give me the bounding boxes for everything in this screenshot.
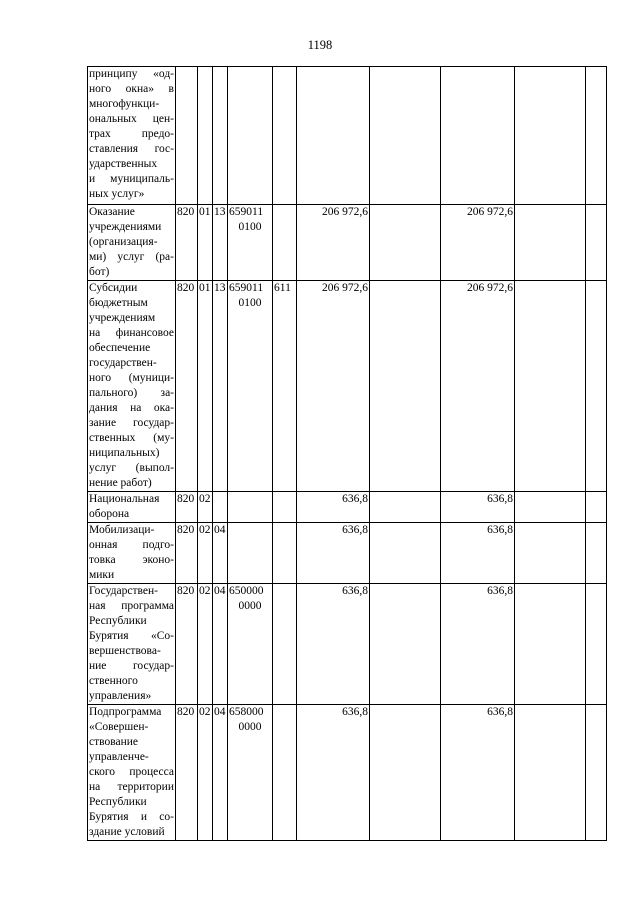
item-name-line: ная программа xyxy=(89,600,174,612)
section-code-cell: 02 xyxy=(198,523,213,584)
amount-cell-5 xyxy=(586,523,607,584)
item-name-line: оборона xyxy=(89,508,130,520)
section-code-cell: 01 xyxy=(198,205,213,281)
amount-cell-2 xyxy=(370,67,441,205)
target-article-cell xyxy=(228,67,273,205)
item-name-line: вершенствова- xyxy=(89,645,161,657)
section-code-cell: 02 xyxy=(198,705,213,841)
item-name-line: ние государ- xyxy=(89,660,174,672)
item-name-line: Субсидии xyxy=(89,282,138,294)
item-name-cell xyxy=(88,67,176,205)
target-article-line: 0100 xyxy=(238,221,262,233)
item-name-line: Оказание xyxy=(89,206,135,218)
amount-cell-5 xyxy=(586,492,607,523)
table-row xyxy=(88,523,607,584)
item-name-cell xyxy=(88,705,176,841)
subsection-code-cell: 13 xyxy=(213,281,228,492)
item-name-line: (организация- xyxy=(89,236,158,248)
item-name-line: товка эконо- xyxy=(89,554,174,566)
dept-code-cell: 820 xyxy=(176,281,198,492)
amount-cell-1: 206 972,6 xyxy=(297,281,370,492)
item-name-line: Подпрограмма xyxy=(89,706,162,718)
amount-cell-1 xyxy=(297,67,370,205)
expense-type-cell xyxy=(273,705,297,841)
item-name-cell xyxy=(88,492,176,523)
item-name-line: услуг (выпол- xyxy=(89,462,174,474)
amount-cell-2 xyxy=(370,492,441,523)
amount-cell-5 xyxy=(586,281,607,492)
item-name-line: Бурятия и со- xyxy=(89,811,174,823)
item-name-line: пального) за- xyxy=(89,387,174,399)
dept-code-cell xyxy=(176,67,198,205)
amount-cell-4 xyxy=(515,281,586,492)
item-name-line: ональных цен- xyxy=(89,113,174,125)
target-article-cell xyxy=(228,705,273,841)
table-row xyxy=(88,584,607,705)
expense-type-cell xyxy=(273,492,297,523)
amount-cell-1: 636,8 xyxy=(297,584,370,705)
target-article-cell xyxy=(228,584,273,705)
item-name-line: многофункци- xyxy=(89,98,160,110)
expense-type-cell: 611 xyxy=(273,281,297,492)
item-name-line: государствен- xyxy=(89,357,157,369)
amount-cell-4 xyxy=(515,705,586,841)
target-article-cell xyxy=(228,492,273,523)
amount-cell-2 xyxy=(370,584,441,705)
subsection-code-cell xyxy=(213,492,228,523)
item-name-line: мики xyxy=(89,569,115,581)
item-name-line: бот) xyxy=(89,266,110,278)
amount-cell-3: 206 972,6 xyxy=(441,205,515,281)
item-name-line: здание условий xyxy=(89,826,165,838)
amount-cell-2 xyxy=(370,281,441,492)
section-code-cell: 01 xyxy=(198,281,213,492)
item-name-line: ударственных xyxy=(89,158,158,170)
item-name-cell xyxy=(88,281,176,492)
item-name-line: учреждениями xyxy=(89,221,162,233)
amount-cell-3: 636,8 xyxy=(441,523,515,584)
item-name-line: ниципальных) xyxy=(89,447,160,459)
item-name-line: ных услуг» xyxy=(89,188,145,200)
table-row xyxy=(88,67,607,205)
subsection-code-cell xyxy=(213,67,228,205)
amount-cell-4 xyxy=(515,523,586,584)
item-name-line: ми) услуг (ра- xyxy=(89,251,174,263)
dept-code-cell: 820 xyxy=(176,584,198,705)
dept-code-cell: 820 xyxy=(176,492,198,523)
item-name-line: ствование xyxy=(89,736,139,748)
amount-cell-3: 636,8 xyxy=(441,584,515,705)
section-code-cell: 02 xyxy=(198,584,213,705)
item-name-line: управленче- xyxy=(89,751,149,763)
amount-cell-1: 636,8 xyxy=(297,705,370,841)
expense-type-cell xyxy=(273,67,297,205)
subsection-code-cell: 04 xyxy=(213,523,228,584)
item-name-line: Государствен- xyxy=(89,585,158,597)
table-row xyxy=(88,281,607,492)
item-name-line: ного окна» в xyxy=(89,83,174,95)
item-name-line: Бурятия «Со- xyxy=(89,630,174,642)
target-article-line: 658000 xyxy=(229,706,264,718)
amount-cell-5 xyxy=(586,584,607,705)
item-name-line: онная подго- xyxy=(89,539,174,551)
target-article-line: 659011 xyxy=(229,282,264,294)
item-name-line: ставления гос- xyxy=(89,143,174,155)
target-article-line: 0000 xyxy=(238,721,262,733)
table-row xyxy=(88,705,607,841)
dept-code-cell: 820 xyxy=(176,705,198,841)
page-number: 1198 xyxy=(307,38,333,52)
item-name-line: Национальная xyxy=(89,493,160,505)
amount-cell-3 xyxy=(441,67,515,205)
item-name-line: ственного xyxy=(89,675,138,687)
section-code-cell: 02 xyxy=(198,492,213,523)
amount-cell-4 xyxy=(515,205,586,281)
section-code-cell xyxy=(198,67,213,205)
item-name-line: учреждениям xyxy=(89,312,156,324)
item-name-line: трах предо- xyxy=(89,128,174,140)
amount-cell-4 xyxy=(515,492,586,523)
item-name-line: на финансовое xyxy=(89,327,174,339)
amount-cell-3: 206 972,6 xyxy=(441,281,515,492)
item-name-line: ского процесса xyxy=(89,766,174,778)
amount-cell-5 xyxy=(586,205,607,281)
budget-table xyxy=(87,66,607,841)
item-name-line: Республики xyxy=(89,796,147,808)
target-article-line: 659011 xyxy=(229,206,264,218)
amount-cell-5 xyxy=(586,705,607,841)
expense-type-cell xyxy=(273,523,297,584)
expense-type-cell xyxy=(273,584,297,705)
item-name-line: дания на ока- xyxy=(89,402,174,414)
amount-cell-3: 636,8 xyxy=(441,705,515,841)
item-name-line: обеспечение xyxy=(89,342,151,354)
item-name-cell xyxy=(88,523,176,584)
target-article-cell xyxy=(228,523,273,584)
item-name-line: нение работ) xyxy=(89,477,152,489)
target-article-line: 0000 xyxy=(238,600,262,612)
dept-code-cell: 820 xyxy=(176,205,198,281)
item-name-line: бюджетным xyxy=(89,297,148,309)
amount-cell-4 xyxy=(515,67,586,205)
item-name-line: «Совершен- xyxy=(89,721,149,733)
subsection-code-cell: 04 xyxy=(213,584,228,705)
item-name-line: Республики xyxy=(89,615,147,627)
item-name-line: ственных (му- xyxy=(89,432,174,444)
amount-cell-1: 636,8 xyxy=(297,523,370,584)
amount-cell-5 xyxy=(586,67,607,205)
item-name-line: и муниципаль- xyxy=(89,173,174,185)
subsection-code-cell: 13 xyxy=(213,205,228,281)
target-article-cell xyxy=(228,205,273,281)
amount-cell-3: 636,8 xyxy=(441,492,515,523)
item-name-line: управления» xyxy=(89,690,152,702)
item-name-cell xyxy=(88,205,176,281)
target-article-cell xyxy=(228,281,273,492)
dept-code-cell: 820 xyxy=(176,523,198,584)
item-name-line: принципу «од- xyxy=(89,68,174,80)
item-name-cell xyxy=(88,584,176,705)
amount-cell-1: 636,8 xyxy=(297,492,370,523)
amount-cell-1: 206 972,6 xyxy=(297,205,370,281)
target-article-line: 650000 xyxy=(229,585,264,597)
table-row xyxy=(88,205,607,281)
amount-cell-4 xyxy=(515,584,586,705)
item-name-line: Мобилизаци- xyxy=(89,524,155,536)
expense-type-cell xyxy=(273,205,297,281)
amount-cell-2 xyxy=(370,705,441,841)
table-body xyxy=(88,67,607,841)
subsection-code-cell: 04 xyxy=(213,705,228,841)
item-name-line: зание государ- xyxy=(89,417,174,429)
item-name-line: на территории xyxy=(89,781,174,793)
target-article-line: 0100 xyxy=(238,297,262,309)
table-row xyxy=(88,492,607,523)
item-name-line: ного (муници- xyxy=(89,372,174,384)
amount-cell-2 xyxy=(370,523,441,584)
amount-cell-2 xyxy=(370,205,441,281)
